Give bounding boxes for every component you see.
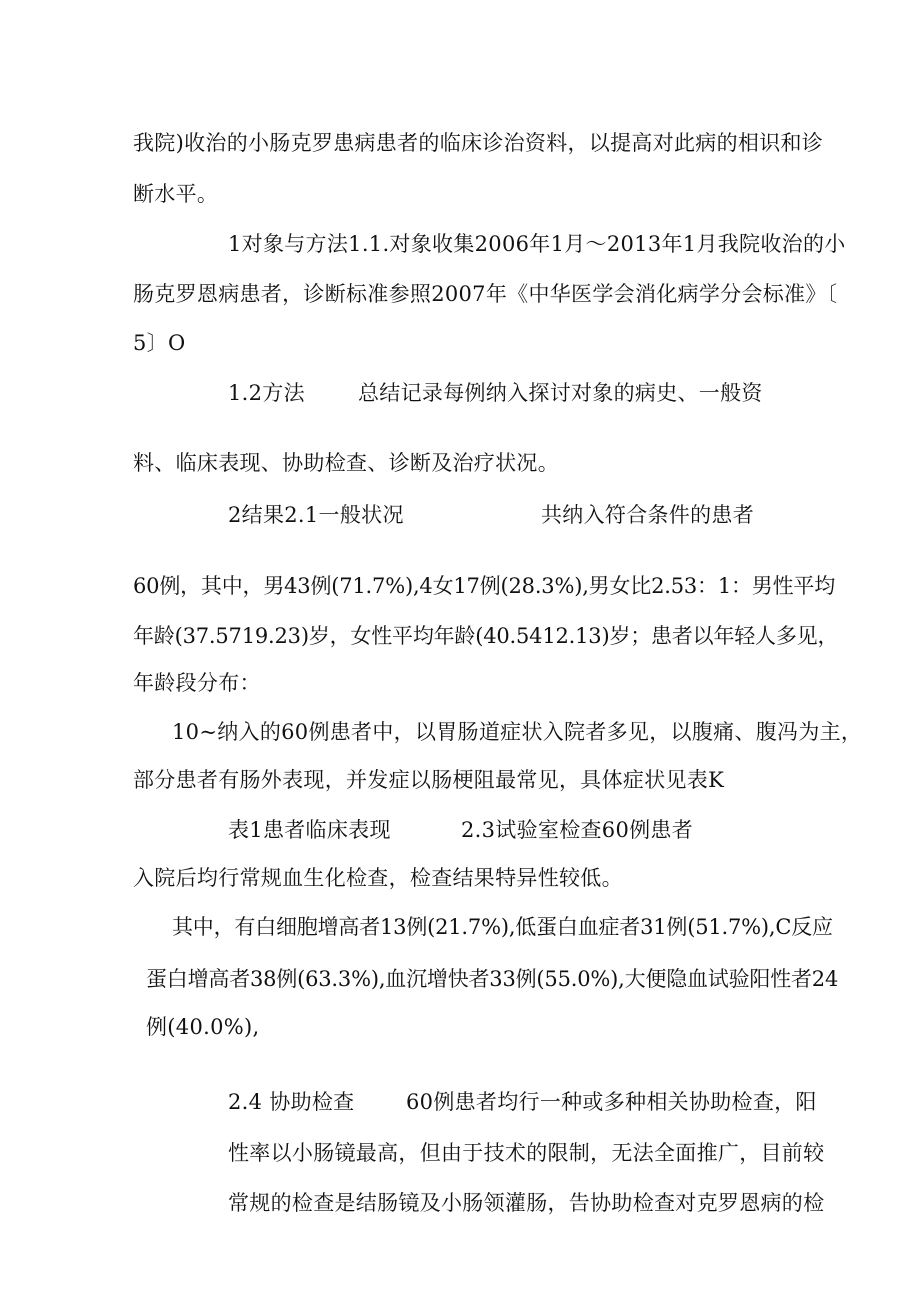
text-line-18: 入院后均行常规血生化检查，检查结果特异性较低。	[133, 866, 623, 890]
section-heading-results: 2结果2.1一般状况	[228, 503, 404, 527]
text-line-20: 蛋白增高者38例(63.3%),血沉增快者33例(55.0%),大便隐血试验阳性者24	[146, 967, 839, 991]
section-heading-lab: 2.3试验室检查60例患者	[461, 818, 694, 842]
table-caption: 表1患者临床表现	[228, 818, 391, 842]
text-line-12: 年龄(37.5719.23)岁，女性平均年龄(40.5412.13)岁；患者以年轻人多见，	[133, 624, 839, 648]
text-line-2: 断水平。	[133, 182, 219, 206]
section-heading-aux-exam: 2.4 协助检查	[228, 1090, 355, 1114]
text-line-10: 共纳入符合条件的患者	[541, 503, 754, 527]
text-line-11: 60例，其中，男43例(71.7%),4女17例(28.3%),男女比2.53：1：男性平均	[133, 574, 835, 598]
text-line-7: 总结记录每例纳入探讨对象的病史、一般资	[358, 381, 763, 405]
text-line-13: 年龄段分布：	[133, 671, 261, 695]
text-line-4: 肠克罗恩病患者，诊断标准参照2007年《中华医学会消化病学分会标准》〔	[133, 282, 838, 306]
text-line-25: 常规的检查是结肠镜及小肠领灌肠，告协助检查对克罗恩病的检	[228, 1191, 825, 1215]
section-heading-methods: 1.2方法	[228, 381, 305, 405]
text-line-23: 60例患者均行一种或多种相关协助检查，阳	[406, 1090, 817, 1114]
text-line-14: 10~纳入的60例患者中，以胃肠道症状入院者多见，以腹痛、腹冯为主，	[172, 720, 863, 744]
text-line-5: 5〕O	[133, 331, 186, 355]
text-line-24: 性率以小肠镜最高，但由于技术的限制，无法全面推广，目前较	[228, 1141, 825, 1165]
text-line-3: 1对象与方法1.1.对象收集2006年1月～2013年1月我院收治的小	[228, 232, 846, 256]
text-line-1: 我院)收治的小肠克罗患病患者的临床诊治资料，以提高对此病的相识和诊	[133, 131, 824, 155]
text-line-8: 料、临床表现、协助检查、诊断及治疗状况。	[133, 451, 559, 475]
text-line-19: 其中，有白细胞增高者13例(21.7%),低蛋白血症者31例(51.7%),C反应	[172, 915, 833, 939]
text-line-21: 例(40.0%),	[146, 1015, 260, 1039]
text-line-15: 部分患者有肠外表现，并发症以肠梗阻最常见，具体症状见表K	[133, 768, 725, 792]
